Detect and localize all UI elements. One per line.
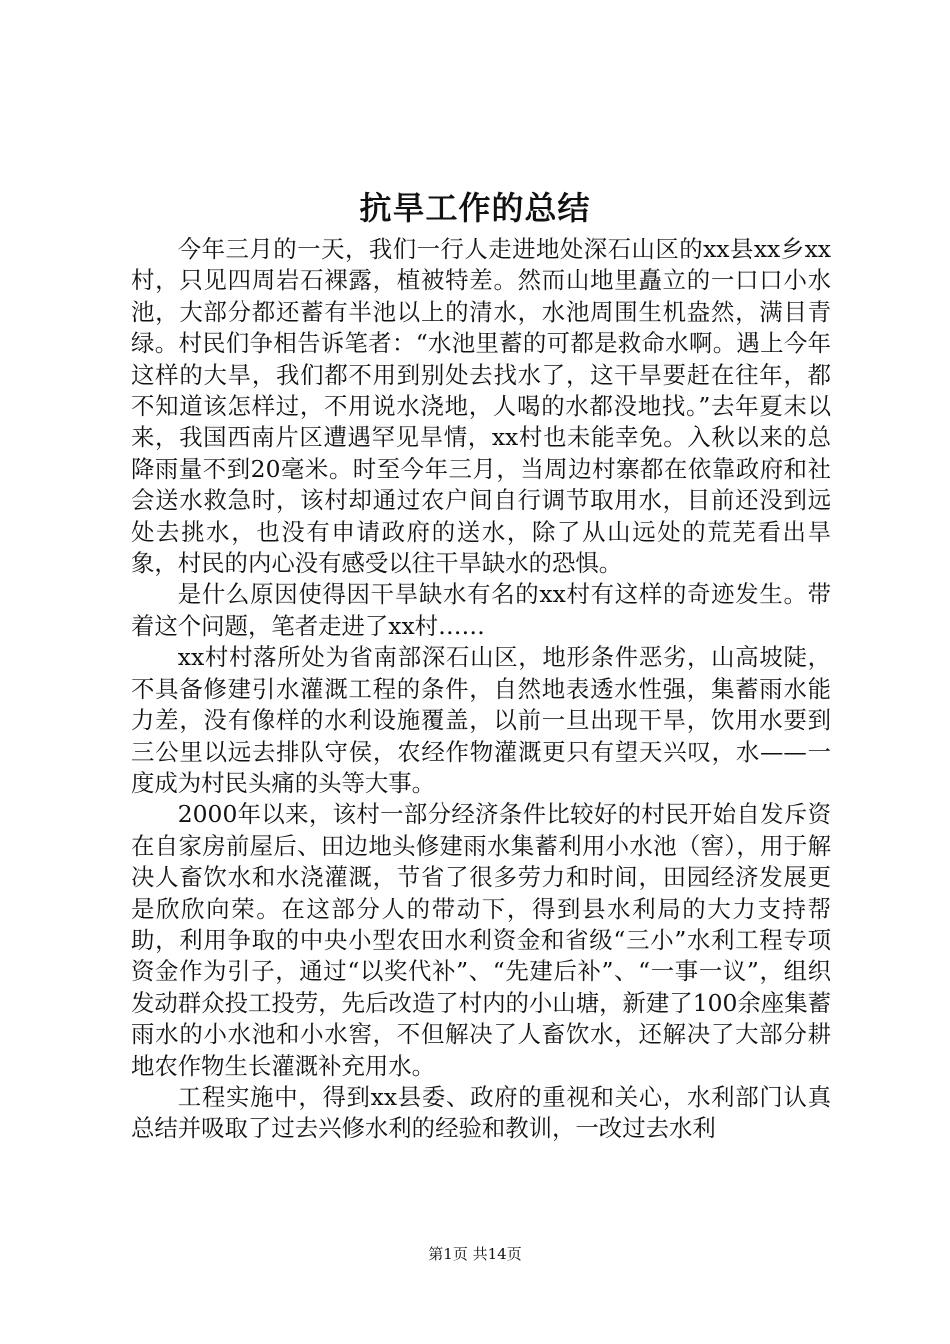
paragraph: 工程实施中，得到xx县委、政府的重视和关心，水利部门认真总结并吸取了过去兴修水利的经验和教训，一改过去水利: [131, 1082, 831, 1143]
page-number-footer: 第1页 共14页: [428, 1245, 522, 1263]
paragraph: 今年三月的一天，我们一行人走进地处深石山区的xx县xx乡xx村，只见四周岩石裸露，植被特差。然而山地里矗立的一口口小水池，大部分都还蓄有半池以上的清水，水池周围生机盎然，满目青绿。村民们争相告诉笔者：“水池里蓄的可都是救命水啊。遇上今年这样的大旱，我们都不用到别处去找水了，这干旱要赶在往年，都不知道该怎样过，不用说水浇地，人喝的水都没地找。”去年夏末以来，我国西南片区遭遇罕见旱情，xx村也未能幸免。入秋以来的总降雨量不到20毫米。时至今年三月，当周边村寨都在依靠政府和社会送水救急时，该村却通过农户间自行调节取用水，目前还没到远处去挑水，也没有申请政府的送水，除了从山远处的荒芜看出旱象，村民的内心没有感受以往干旱缺水的恐惧。: [131, 235, 831, 578]
document-title: 抗旱工作的总结: [359, 189, 591, 227]
paragraph: 2000年以来，该村一部分经济条件比较好的村民开始自发斥资在自家房前屋后、田边地头修建雨水集蓄利用小水池（窖），用于解决人畜饮水和水浇灌溉，节省了很多劳力和时间，田园经济发展更是欣欣向荣。在这部分人的带动下，得到县水利局的大力支持帮助，利用争取的中央小型农田水利资金和省级“三小”水利工程专项资金作为引子，通过“以奖代补”、“先建后补”、“一事一议”，组织发动群众投工投劳，先后改造了村内的小山塘，新建了100余座集蓄雨水的小水池和小水窖，不但解决了人畜饮水，还解决了大部分耕地农作物生长灌溉补充用水。: [131, 800, 831, 1080]
document-body: [131, 234, 831, 1145]
paragraph: 是什么原因使得因干旱缺水有名的xx村有这样的奇迹发生。带着这个问题，笔者走进了xx村……: [131, 580, 831, 640]
paragraph: xx村村落所处为省南部深石山区，地形条件恶劣，山高坡陡，不具备修建引水灌溉工程的条件，自然地表透水性强，集蓄雨水能力差，没有像样的水利设施覆盖，以前一旦出现干旱，饮用水要到三公里以远去排队守侯，农经作物灌溉更只有望天兴叹，水——一度成为村民头痛的头等大事。: [131, 643, 831, 797]
